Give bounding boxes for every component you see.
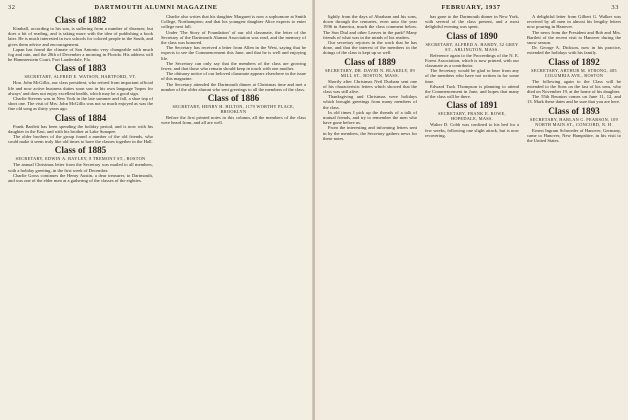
class-heading: Class of 1886 (207, 93, 260, 104)
body-paragraph: Hon. John McGillis, our class president, who retired from important official life and now active business duties soon saw in his own language 'hopes for always' and does not enjoy excellent health, which may be a good sign. (8, 80, 153, 96)
body-paragraph: Under 'The Story of Foundation' of our old classmate, the letter of the Secretary of the Dartmouth Alumni Association was read, and the memory of the class was honored. (161, 29, 306, 46)
text-column (425, 14, 519, 416)
left-page (0, 0, 313, 420)
body-paragraph: Shortly after Christmas Neil Durham sent one of his characteristic letters which showed that the class was still alive. (323, 78, 417, 95)
body-paragraph: Frank Bartlett has been spending the holiday period, and is now with his daughter in the East, and with his brother at Lake Sunapee. (8, 123, 153, 134)
body-paragraph: The Secretary would be glad to hear from any of the members who have not written in for some time. (425, 68, 519, 84)
page-number: 33 (611, 4, 619, 11)
class-heading: Class of 1889 (344, 56, 396, 67)
text-column (527, 14, 621, 416)
body-paragraph: A delightful letter from Gilbert G. Walker was received by all men in almost his lengthy letters now pouring in Hanover. (527, 14, 621, 30)
class-heading: Class of 1884 (54, 112, 107, 123)
body-paragraph: Dr. George A. Dickson, now in his practice, extended the holidays with his family. (527, 45, 621, 56)
body-paragraph: The Secretary has received a letter from Allen in the West, saying that he expects to see the Commencement this June, and that he is well and enjoying life. (161, 45, 306, 61)
class-secretary: SECRETARY, ALFRED A. HARDY, 32 GREY ST., ARLINGTON, MASS. (425, 41, 519, 52)
class-heading: Class of 1892 (548, 56, 600, 67)
body-paragraph: The obituary notice of our beloved classmate appears elsewhere in the issue of this magazine. (161, 71, 306, 82)
body-paragraph: Before the first printed notes in this column, all the members of the class were heard from, and all are well. (161, 115, 306, 126)
body-paragraph: Walter D. Cobb was confined to his bed for a few weeks, following one slight attack, but is now recovering. (425, 122, 519, 138)
right-page-header (323, 4, 619, 13)
body-paragraph: The Secretary attended the Dartmouth dinner at Christmas time and met a number of the older alumni who sent greetings to all the members of the class. (161, 81, 306, 92)
text-column (161, 14, 306, 416)
body-paragraph: has gone to the Dartmouth dinner in New York, with several of the class present, and a most delightful evening was spent. (425, 14, 519, 30)
body-paragraph: lightly from the days of Abraham and his sons, down through the centuries, even unto the year 1936 in America, much the class comment below. The Sun Dial and other Leaves in the park? Many friends of what was in the minds of his readers. (323, 14, 417, 40)
body-paragraph: Ernest Ingram Schroeder of Hanover, Germany, came to Hanover, New Hampshire, in his visit to the United States. (527, 127, 621, 144)
class-heading: Class of 1893 (548, 105, 600, 116)
body-paragraph: Reference again to the Proceedings of the N. E. Forest Association, which is now printed, with our classmate as a contributor. (425, 52, 519, 69)
body-paragraph: Edward Tuck Thompson is planning to attend the Commencement in June, and hopes that many of the class will be there. (425, 83, 519, 100)
class-heading: Class of 1885 (54, 145, 107, 156)
body-paragraph: The news from the President and Bob and Mrs. Bartlett of the recent visit to Hanover during the snow season. (527, 29, 621, 46)
class-secretary: SECRETARY, HENRY H. HILTON, 1179 WORTHY PLACE, BROOKLYN (172, 104, 295, 115)
class-secretary: SECRETARY, DR. DAVID N. BLAKELY, 89 MILL ST., BOSTON, MASS. (325, 67, 415, 78)
class-secretary: SECRETARY, ALFRED E. WATSON, HARTFORD, VT. (24, 74, 137, 80)
body-paragraph: From the interesting and informing letters sent in by the members, the Secretary gathers news for these notes. (323, 125, 417, 141)
class-secretary: SECRETARY, EDWIN A. BAYLEY, 8 TREMONT ST., BOSTON (15, 156, 146, 162)
body-paragraph: Thanksgiving and Christmas were holidays which brought greetings from many members of the class. (323, 94, 417, 110)
body-paragraph: Charlie Gross continues the Henry Austin, a dear treasurer, to Dartmouth, and was one of the elder men at a gathering of the classes of the eighties. (8, 172, 153, 184)
class-heading: Class of 1890 (446, 30, 498, 41)
right-page (315, 0, 628, 420)
class-heading: Class of 1891 (446, 100, 498, 111)
body-paragraph: In old times I pick up the threads of a talk of mutual friends, and try to remember the men who have gone before us. (323, 109, 417, 126)
class-heading: Class of 1882 (54, 15, 107, 25)
text-column (323, 14, 417, 416)
text-column (8, 14, 153, 416)
class-secretary: SECRETARY, FRANK E. ROWE, HOPEDALE, MASS. (438, 111, 506, 122)
class-heading: Class of 1883 (54, 63, 107, 74)
body-paragraph: The 55th Reunion comes on June 11, 12, and 13. Mark these dates and be sure that you are here. (527, 94, 621, 105)
body-paragraph: The older brothers of the group found a number of the old friends, who could make it seem truly like old times to have the classes together in the Hall. (8, 134, 153, 145)
body-paragraph: Lapan has found the climate of San Antonio very changeable with much fog and rain, and the 28th of December a morning in Florida. His address will be Hammerstein Court, Fort Lauderdale, Fla. (8, 46, 153, 63)
body-paragraph: Charlie also writes that his daughter Margaret is now a sophomore at Smith College, Northampton; and that his youngest daughter Alice expects to enter college next fall. (161, 14, 306, 30)
running-head: DARTMOUTH ALUMNI MAGAZINE (94, 4, 218, 11)
body-paragraph: The Secretary can only say that the members of the class are growing fewer, and that those who remain should keep in touch with one another. (161, 60, 306, 72)
left-page-columns (8, 14, 306, 416)
body-paragraph: The following again to the Class will be extended to the Sons on the last of his sons, who died on November 19, at the home of his daughter. (527, 78, 621, 95)
body-paragraph: Kimball, according to his son, is suffering from a number of diseases; but does a bit of reading, and is taking more with the idea of publishing a book later. He is much interested in two schools for colored people in the South, and gives them advice and encouragement. (8, 26, 153, 47)
class-secretary: SECRETARY, HARLAN C. PEARSON, 109 NORTH MAIN ST., CONCORD, N. H. (529, 116, 619, 127)
body-paragraph: The annual Christmas letter from the Secretary was mailed to all members, with a holiday greeting, in the first week of December. (8, 162, 153, 173)
running-head: FEBRUARY, 1937 (441, 4, 501, 11)
body-paragraph: Our secretary rejoices in the work that he has done, and that the interest of the members in the doings of the class is kept up so well. (323, 40, 417, 56)
class-secretary: SECRETARY, ARTHUR M. STRONG, 485 COLUMBIA AVE., BOSTON (531, 67, 617, 78)
right-page-columns (323, 14, 621, 416)
page-number: 32 (8, 4, 16, 11)
left-page-header (8, 4, 304, 13)
body-paragraph: Charlie Stevens was in New York in the late summer and fall, a shoe trip of short one. The visit of Mrs. John McGillis was not so much enjoyed as was the fine old song as thirty years ago. (8, 96, 153, 112)
